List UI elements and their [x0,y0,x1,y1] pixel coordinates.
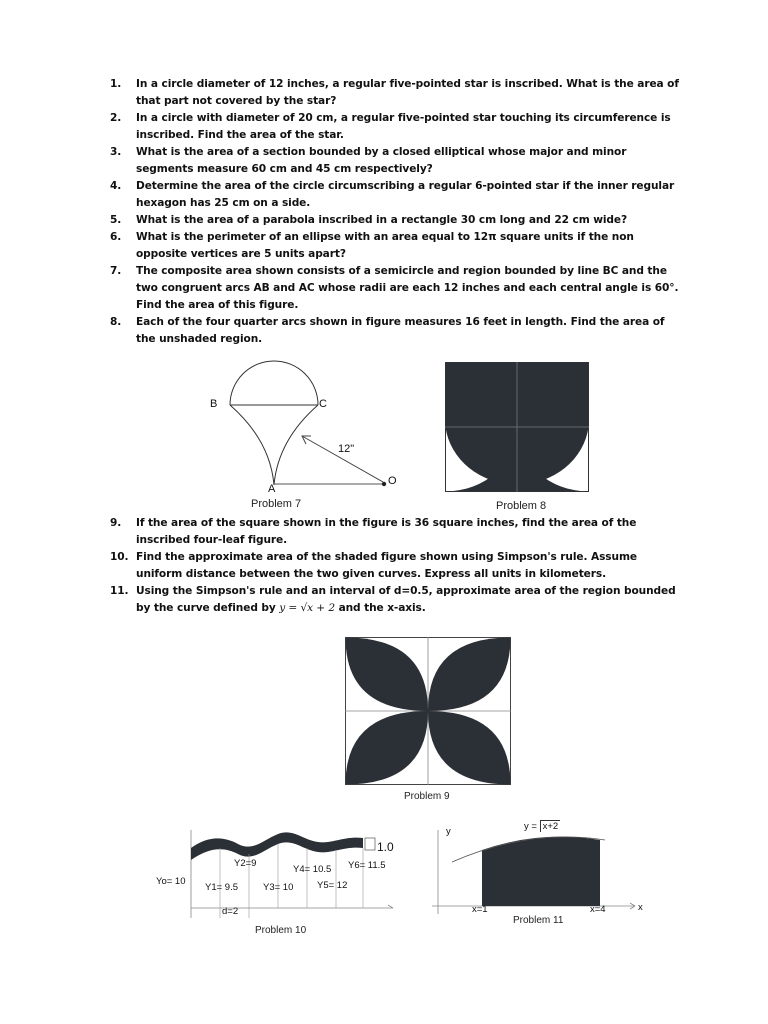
arc-ac [274,405,318,485]
question-text: Determine the area of the circle circumscribing a regular 6-pointed star if the inner regular hexagon has 25 cm on a side. [136,180,675,209]
label-y4: Y4= 10.5 [293,864,332,875]
label-y-axis: y [446,826,451,837]
label-y1: Y1= 9.5 [205,882,239,893]
label-y3: Y3= 10 [263,882,294,893]
arrow-x-tip [630,903,635,906]
arrow-x-tip-2 [630,906,635,909]
problem-7-figure [200,360,420,510]
question-text: In a circle with diameter of 20 cm, a regular five-pointed star touching its circumference is inscribed. Find the area of the star. [136,112,671,141]
label-radius: 12" [338,443,355,455]
problem-9-caption: Problem 9 [404,791,450,802]
problem-11-caption: Problem 11 [513,915,564,926]
label-a: A [268,483,276,495]
question-3 [110,144,680,178]
question-list-1-8 [110,76,680,348]
label-curve [524,821,560,832]
question-list-9-11 [110,515,680,617]
thickness-marker [365,838,375,850]
label-x1: x=1 [472,904,488,915]
question-10 [110,549,680,583]
question-7 [110,263,680,314]
label-x4: x=4 [590,904,606,915]
question-number: 2. [110,112,122,124]
question-text: If the area of the square shown in the figure is 36 square inches, find the area of the inscribed four-leaf figure. [136,517,637,546]
question-text: Using the Simpson's rule and an interval of d=0.5, approximate area of the region bounded by the curve defined by [136,585,676,614]
label-b: B [210,398,218,410]
question-11 [110,583,680,617]
question-text: The composite area shown consists of a semicircle and region bounded by line BC and the two congruent arcs AB and AC whose radii are each 12 inches and each central angle is 60°. Find the area of this figure. [136,265,679,311]
label-o: O [388,475,397,487]
question-number: 10. [110,551,129,563]
curve-y: y = [524,821,537,832]
arc-ab [230,405,274,485]
question-9 [110,515,680,549]
problem-9-figure [345,637,511,785]
semicircle-arc [230,361,318,405]
question-8 [110,314,680,348]
question-text-end: and the x-axis. [338,602,426,614]
label-y5: Y5= 12 [317,880,348,891]
curve-expression: x+2 [540,820,561,832]
question-number: 6. [110,231,122,243]
problem-10-caption: Problem 10 [255,925,307,936]
shaded-region [482,837,600,906]
label-y0: Yo= 10 [156,876,186,887]
label-c: C [319,398,327,410]
question-number: 4. [110,180,122,192]
arrow-x-tip [388,905,393,908]
shaded-band [191,832,363,860]
question-text: What is the perimeter of an ellipse with an area equal to 12π square units if the non opposite vertices are 5 units apart? [136,231,634,260]
problem-10-figure [183,826,398,926]
question-number: 5. [110,214,122,226]
question-5 [110,212,680,229]
label-y2: Y2=9 [234,858,257,869]
question-1 [110,76,680,110]
question-text: What is the area of a parabola inscribed in a rectangle 30 cm long and 22 cm wide? [136,214,628,226]
question-text: Find the approximate area of the shaded figure shown using Simpson's rule. Assume uniform distance between the two given curves. Express all units in kilometers. [136,551,637,580]
problem-11-figure [430,822,645,922]
label-d: d=2 [222,906,239,917]
question-number: 11. [110,585,129,597]
label-thickness: 1.0 [377,840,394,854]
label-x-axis: x [638,902,643,913]
question-6 [110,229,680,263]
problem-7-caption: Problem 7 [251,498,302,510]
question-number: 3. [110,146,122,158]
label-y6: Y6= 11.5 [348,860,386,871]
question-text: Each of the four quarter arcs shown in figure measures 16 feet in length. Find the area of the unshaded region. [136,316,665,345]
problem-8-caption: Problem 8 [496,500,547,512]
question-text: What is the area of a section bounded by a closed elliptical whose major and minor segments measure 60 cm and 45 cm respectively? [136,146,627,175]
problem-8-figure [445,362,589,492]
question-number: 1. [110,78,122,90]
question-number: 8. [110,316,122,328]
question-4 [110,178,680,212]
formula: y = √x + 2 [279,602,335,614]
question-text: In a circle diameter of 12 inches, a regular five-pointed star is inscribed. What is the area of that part not covered by the star? [136,78,679,107]
question-number: 7. [110,265,122,277]
question-2 [110,110,680,144]
center-point [382,482,386,486]
question-number: 9. [110,517,122,529]
